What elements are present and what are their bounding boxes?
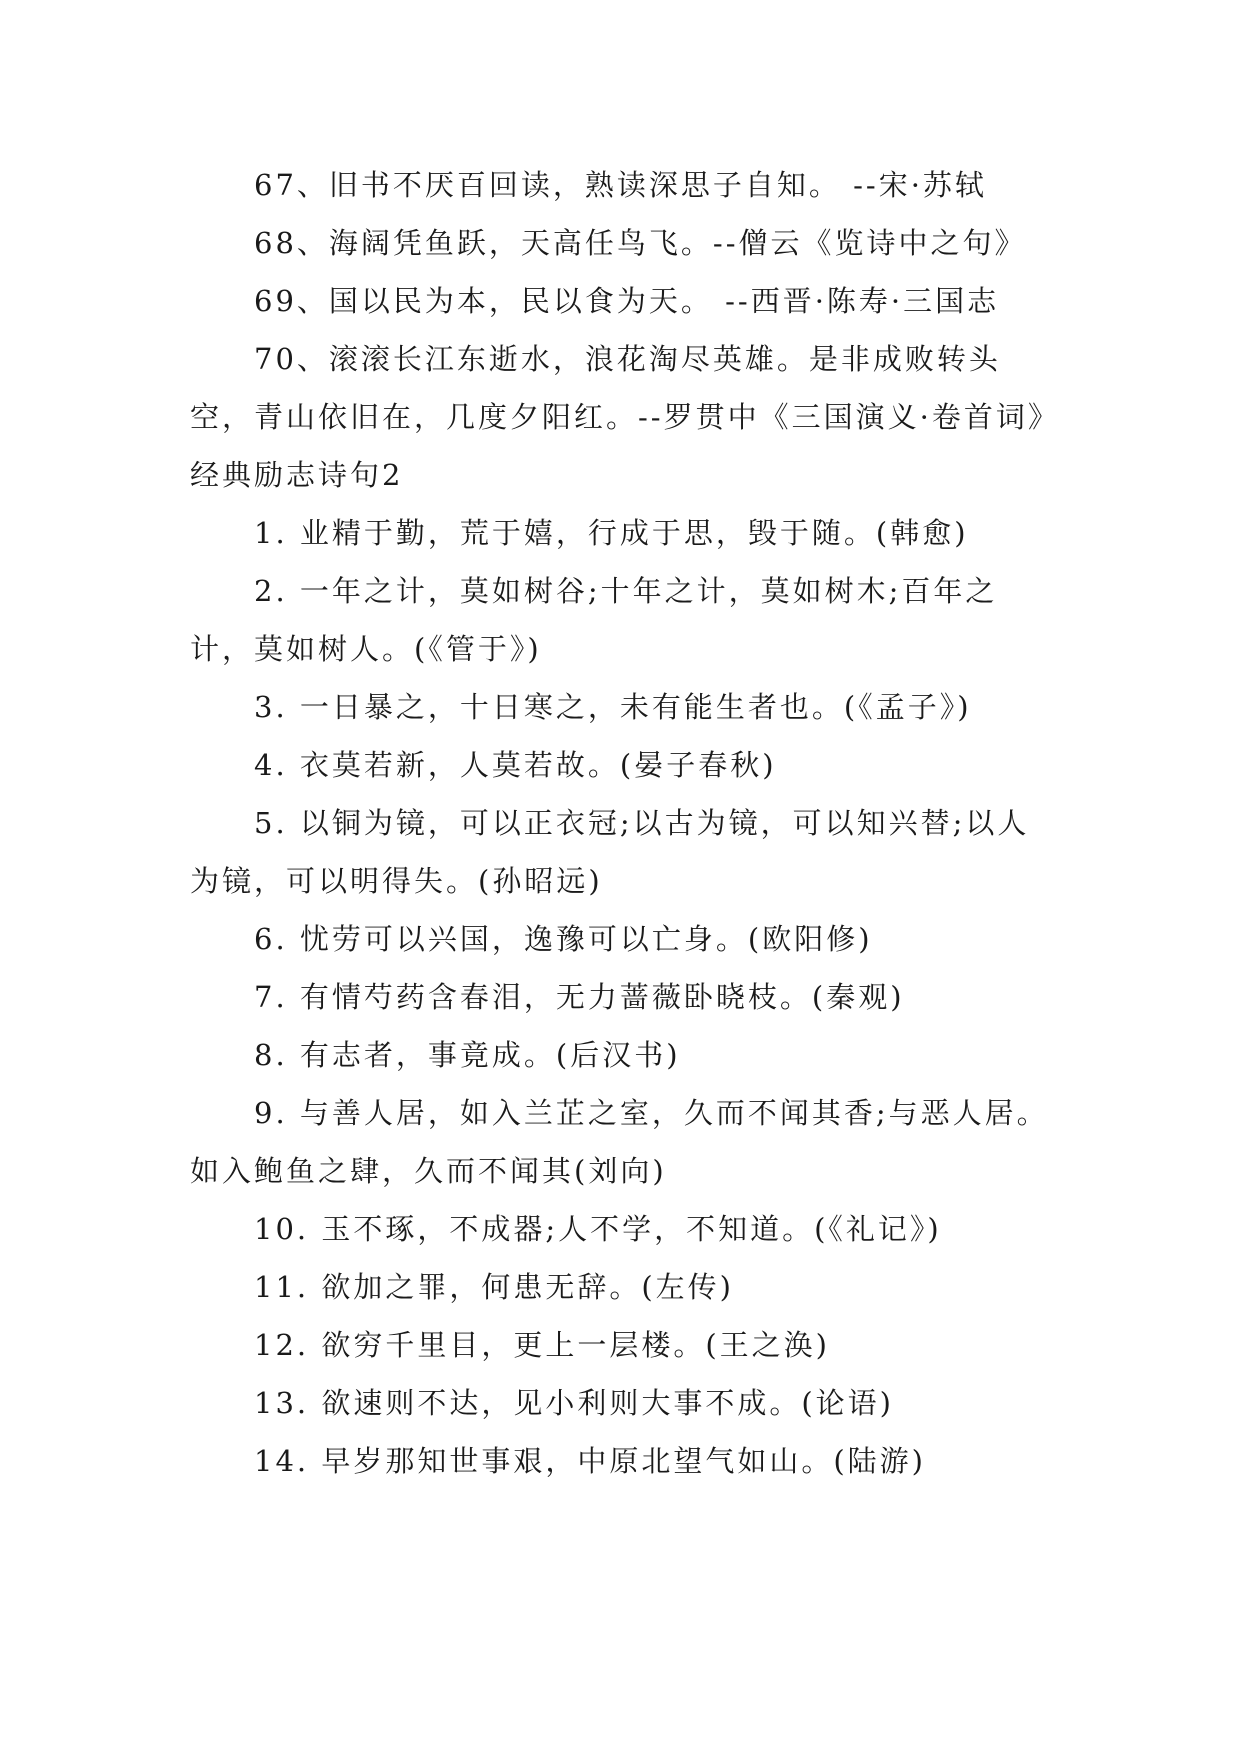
- quote-paragraph-67: 67、旧书不厌百回读，熟读深思子自知。 --宋·苏轼: [254, 168, 987, 202]
- list-item-7: 7. 有情芍药含春泪，无力蔷薇卧晓枝。(秦观): [254, 980, 905, 1014]
- list-item-8: 8. 有志者，事竟成。(后汉书): [254, 1038, 681, 1072]
- list-item-12: 12. 欲穷千里目，更上一层楼。(王之涣): [254, 1328, 830, 1362]
- quote-paragraph-69: 69、国以民为本，民以食为天。 --西晋·陈寿·三国志: [254, 284, 1000, 318]
- list-item-11: 11. 欲加之罪，何患无辞。(左传): [254, 1270, 734, 1304]
- list-item-9: 9. 与善人居，如入兰芷之室，久而不闻其香;与恶人居。如入鲍鱼之肆，久而不闻其(刘向): [190, 1096, 1049, 1188]
- list-item-4: 4. 衣莫若新，人莫若故。(晏子春秋): [254, 748, 777, 782]
- list-item-5: 5. 以铜为镜，可以正衣冠;以古为镜，可以知兴替;以人为镜，可以明得失。(孙昭远): [190, 806, 1030, 898]
- quote-paragraph-70: 70、滚滚长江东逝水，浪花淘尽英雄。是非成败转头空，青山依旧在，几度夕阳红。--罗贯中《三国演义·卷首词》: [190, 342, 1060, 434]
- list-item-14: 14. 早岁那知世事艰，中原北望气如山。(陆游): [254, 1444, 926, 1478]
- list-item-13: 13. 欲速则不达，见小利则大事不成。(论语): [254, 1386, 894, 1420]
- list-item-2: 2. 一年之计，莫如树谷;十年之计，莫如树木;百年之计，莫如树人。(《管于》): [190, 574, 998, 666]
- list-item-1: 1. 业精于勤，荒于嬉，行成于思，毁于随。(韩愈): [254, 516, 969, 550]
- section-title: 经典励志诗句2: [190, 458, 404, 492]
- list-item-3: 3. 一日暴之，十日寒之，未有能生者也。(《孟子》): [254, 690, 972, 724]
- list-item-6: 6. 忧劳可以兴国，逸豫可以亡身。(欧阳修): [254, 922, 873, 956]
- quote-paragraph-68: 68、海阔凭鱼跃，天高任鸟飞。--僧云《览诗中之句》: [254, 226, 1027, 260]
- document-body: [190, 156, 1058, 1490]
- list-item-10: 10. 玉不琢，不成器;人不学，不知道。(《礼记》): [254, 1212, 942, 1246]
